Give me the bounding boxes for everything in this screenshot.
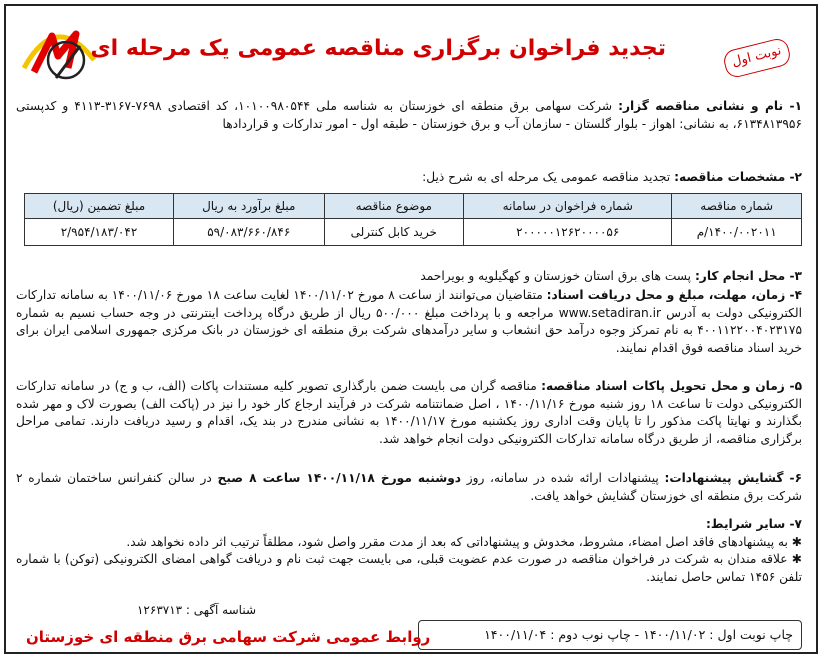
section-3-text: پست های برق استان خوزستان و کهگیلویه و بویراحمد — [420, 269, 692, 283]
section-7 — [16, 516, 802, 586]
section-4 — [16, 287, 802, 357]
section-2-label: ۲- مشخصات مناقصه: — [674, 170, 802, 184]
section-5-text: مناقصه گران می بایست ضمن بارگذاری تصویر کلیه مستندات پاکات (الف، ب و ج) در سامانه تدارکات الکترونیکی دولت تا ساعت ۱۸ روز شنبه مورخ ۱۴۰۰/۱۱/۱۶ ، اصل ضمانتنامه شرکت در فرآیند ارجاع کار خود را نیز در (پاکت الف) بصورت لاک و مهر شده بگذارند و نهایتا پاکت مذکور را تا پایان وقت اداری روز یکشنبه مورخ ۱۴۰۰/۱۱/۱۷ به نشانی مندرج در بند یک، اقدام و رسید دریافت دارند. تمامی مراحل برگزاری مناقصه، از طریق درگاه سامانه تدارکات الکترونیکی دولت انجام خواهد شد. — [16, 379, 802, 446]
section-2 — [16, 169, 802, 187]
header-tender-number: شماره مناقصه — [672, 194, 802, 219]
ad-number: شناسه آگهی : ۱۲۶۳۷۱۳ — [136, 603, 256, 617]
header-estimate: مبلغ برآورد به ریال — [173, 194, 324, 219]
cell-call-number: ۲۰۰۰۰۰۱۲۶۲۰۰۰۰۵۶ — [464, 219, 672, 246]
notice-frame — [4, 4, 818, 654]
table-row — [25, 219, 802, 246]
section-7-bullet-1: ✱ به پیشنهادهای فاقد اصل امضاء، مشروط، مخدوش و پیشنهاداتی که بعد از مدت مقرر واصل شود، مطلقاً ترتیب اثر داده نخواهد شد. — [126, 534, 802, 549]
page-title: تجدید فراخوان برگزاری مناقصه عمومی یک مرحله ای — [90, 36, 666, 61]
section-6-text-b: در سالن کنفرانس ساختمان شماره ۲ شرکت برق منطقه ای خوزستان گشایش خواهد یافت. — [16, 471, 802, 503]
section-6-bold-date: دوشنبه مورخ ۱۴۰۰/۱۱/۱۸ ساعت ۸ صبح — [217, 471, 462, 485]
section-7-label: ۷- سایر شرایط: — [706, 517, 802, 531]
header-call-number: شماره فراخوان در سامانه — [464, 194, 672, 219]
print-dates-box: چاپ نوبت اول : ۱۴۰۰/۱۱/۰۲ - چاپ نوب دوم : ۱۴۰۰/۱۱/۰۴ — [418, 620, 802, 650]
section-2-text: تجدید مناقصه عمومی یک مرحله ای به شرح ذیل: — [422, 170, 671, 184]
publisher-label: روابط عمومی شرکت سهامی برق منطقه ای خوزستان — [26, 628, 431, 646]
section-1-text: شرکت سهامی برق منطقه ای خوزستان به شناسه ملی ۱۰۱۰۰۹۸۰۵۴۴، کد اقتصادی ۷۶۹۸-۳۱۶۷-۴۱۱۳ و کدپستی ۶۱۳۴۸۱۳۹۵۶، به نشانی: اهواز - بلوار گلستان - سازمان آب و برق خوزستان - طبقه اول - امور تدارکات و قراردادها — [16, 99, 802, 131]
section-6 — [16, 470, 802, 505]
section-5-label: ۵- زمان و محل تحویل پاکات اسناد مناقصه: — [541, 379, 803, 393]
cell-subject: خرید کابل کنترلی — [324, 219, 464, 246]
section-1 — [16, 98, 802, 133]
section-4-text: متقاضیان می‌توانند از ساعت ۸ مورخ ۱۴۰۰/۱۱/۰۲ لغایت ساعت ۱۸ مورخ ۱۴۰۰/۱۱/۰۶ به سامانه تدارکات الکترونیکی دولت به آدرس www.setadiran.ir مراجعه و با پرداخت مبلغ ۵۰۰/۰۰۰ ریال از طریق درگاه پرداخت اینترنتی در وجه حساب نسیم به شماره ۴۰۰۱۱۲۲۰۰۴۰۲۳۱۷۵ به نام تمرکز وجوه درآمد حق انشعاب و سایر درآمدهای شرکت برق منطقه ای خوزستان در بانک مرکزی جمهوری اسلامی ایران برای خرید اسناد مناقصه فوق اقدام نمایند. — [16, 288, 802, 355]
section-3 — [16, 268, 802, 286]
section-7-bullet-2: ✱ علاقه مندان به شرکت در فراخوان مناقصه در صورت عدم عضویت قبلی، می بایست جهت ثبت نام و دریافت گواهی امضای الکترونیکی (توکن) با شماره تلفن ۱۴۵۶ تماس حاصل نمایند. — [16, 552, 802, 584]
tender-table — [24, 193, 802, 246]
first-print-badge: نوبت اول — [722, 36, 793, 79]
header-guarantee: مبلغ تضمین (ریال) — [25, 194, 174, 219]
section-6-label: ۶- گشایش پیشنهادات: — [664, 471, 803, 485]
section-3-label: ۳- محل انجام کار: — [694, 269, 802, 283]
cell-tender-number: ۱۴۰۰/۰۰۲۰۱۱/م — [672, 219, 802, 246]
cell-estimate: ۵۹/۰۸۳/۶۶۰/۸۴۶ — [173, 219, 324, 246]
company-logo — [16, 16, 100, 92]
header-subject: موضوع مناقصه — [324, 194, 464, 219]
section-1-label: ۱- نام و نشانی مناقصه گزار: — [618, 99, 803, 113]
table-header-row — [25, 194, 802, 219]
section-5 — [16, 378, 802, 448]
cell-guarantee: ۲/۹۵۴/۱۸۳/۰۴۲ — [25, 219, 174, 246]
section-4-label: ۴- زمان، مهلت، مبلغ و محل دریافت اسناد: — [546, 288, 803, 302]
section-6-text-a: پیشنهادات ارائه شده در سامانه، روز — [466, 471, 659, 485]
